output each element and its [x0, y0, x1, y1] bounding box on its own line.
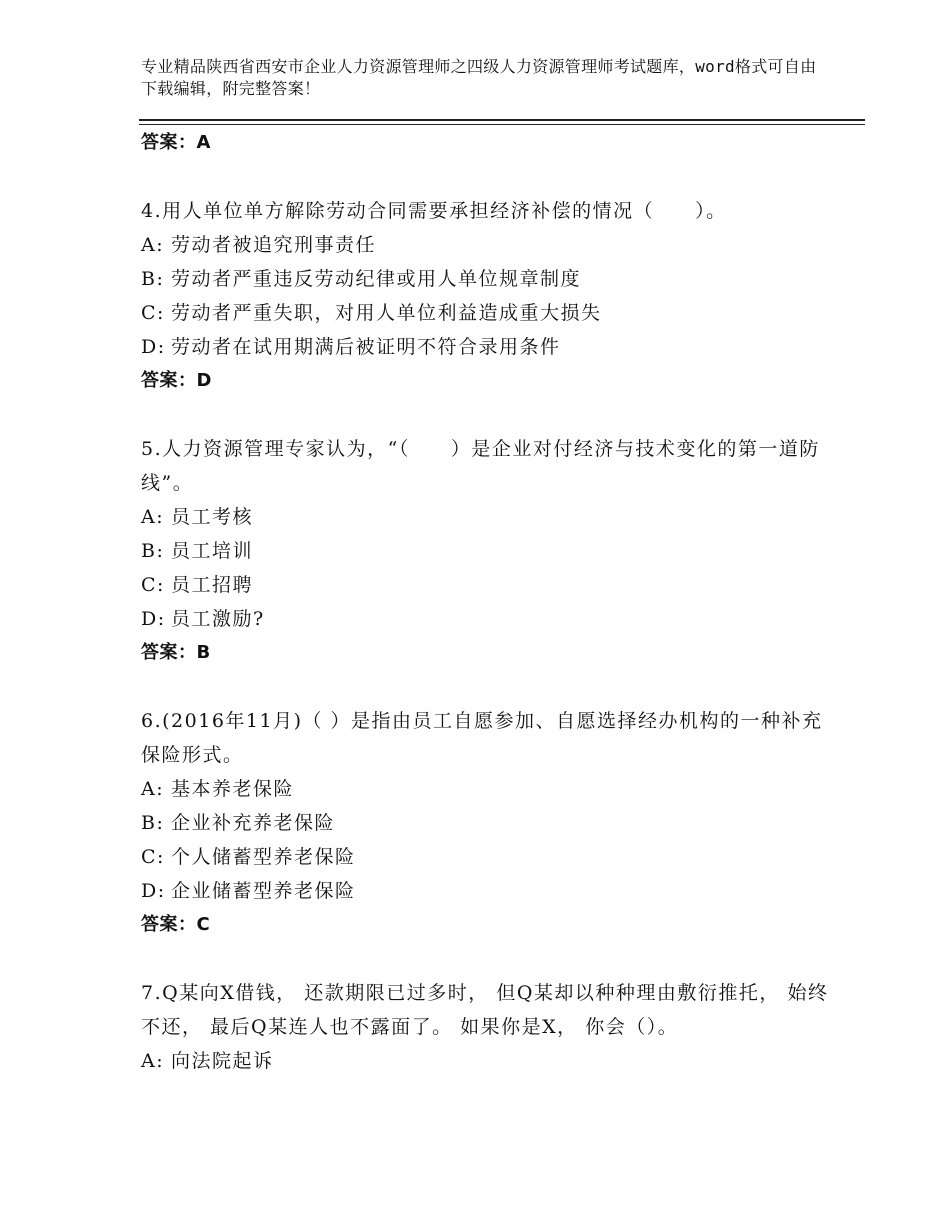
document-header: 专业精品陕西省西安市企业人力资源管理师之四级人力资源管理师考试题库，word格式可自由下载编辑，附完整答案！ — [141, 57, 817, 98]
option-text: 员工招聘 — [171, 574, 254, 596]
option-key: B: — [141, 812, 165, 834]
question-stem: 用人单位单方解除劳动合同需要承担经济补偿的情况（ ）。 — [162, 200, 727, 222]
answer-label: 答案： — [141, 642, 197, 663]
question-text — [141, 432, 841, 500]
header-divider-thin — [139, 124, 865, 125]
answer-line — [141, 126, 841, 160]
question-stem: 人力资源管理专家认为，“（ ）是企业对付经济与技术变化的第一道防线”。 — [141, 438, 820, 494]
answer-value: A — [196, 132, 211, 153]
question-list — [141, 126, 841, 1078]
question-text — [141, 976, 841, 1044]
option-key: B: — [141, 268, 165, 290]
question-text — [141, 194, 841, 228]
question-stem: Q某向X借钱， 还款期限已过多时， 但Q某却以种种理由敷衍推托， 始终不还， 最后Q某连人也不露面了。 如果你是X， 你会（）。 — [141, 982, 829, 1038]
option-text: 基本养老保险 — [171, 778, 295, 800]
answer-label: 答案： — [141, 370, 197, 391]
option-key: C: — [141, 574, 165, 596]
option-item — [141, 806, 841, 840]
answer-value: D — [196, 370, 212, 391]
question-block — [141, 976, 841, 1078]
option-item — [141, 534, 841, 568]
answer-value: B — [196, 642, 211, 663]
question-block — [141, 194, 841, 398]
option-key: C: — [141, 302, 165, 324]
option-text: 个人储蓄型养老保险 — [171, 846, 356, 868]
option-item — [141, 262, 841, 296]
option-item — [141, 500, 841, 534]
question-text — [141, 704, 841, 772]
question-block — [141, 432, 841, 670]
option-text: 员工考核 — [171, 506, 254, 528]
answer-line — [141, 908, 841, 942]
option-text: 劳动者被追究刑事责任 — [171, 234, 377, 256]
option-item — [141, 602, 841, 636]
option-text: 劳动者严重失职，对用人单位利益造成重大损失 — [171, 302, 602, 324]
question-stem: (2016年11月)（ ）是指由员工自愿参加、自愿选择经办机构的一种补充保险形式。 — [141, 710, 823, 766]
header-divider-thick — [139, 119, 865, 121]
option-text: 企业补充养老保险 — [171, 812, 336, 834]
answer-value: C — [196, 914, 211, 935]
answer-label: 答案： — [141, 914, 197, 935]
question-block — [141, 704, 841, 942]
option-key: A: — [141, 234, 165, 256]
question-number: 6. — [141, 710, 163, 732]
option-text: 劳动者在试用期满后被证明不符合录用条件 — [171, 336, 561, 358]
answer-label: 答案： — [141, 132, 197, 153]
option-key: B: — [141, 540, 165, 562]
question-number: 4. — [141, 200, 163, 222]
option-key: D: — [141, 608, 166, 630]
option-key: A: — [141, 1050, 165, 1072]
option-key: D: — [141, 336, 166, 358]
answer-line — [141, 636, 841, 670]
option-text: 员工培训 — [171, 540, 254, 562]
option-item — [141, 1044, 841, 1078]
option-key: A: — [141, 506, 165, 528]
option-item — [141, 568, 841, 602]
option-text: 劳动者严重违反劳动纪律或用人单位规章制度 — [171, 268, 582, 290]
option-item — [141, 296, 841, 330]
option-text: 企业储蓄型养老保险 — [171, 880, 356, 902]
option-key: A: — [141, 778, 165, 800]
option-text: 向法院起诉 — [171, 1050, 274, 1072]
option-item — [141, 330, 841, 364]
option-text: 员工激励? — [171, 608, 265, 630]
option-item — [141, 772, 841, 806]
option-item — [141, 228, 841, 262]
question-number: 7. — [141, 982, 163, 1004]
option-key: C: — [141, 846, 165, 868]
option-item — [141, 874, 841, 908]
question-number: 5. — [141, 438, 163, 460]
option-key: D: — [141, 880, 166, 902]
answer-line — [141, 364, 841, 398]
option-item — [141, 840, 841, 874]
